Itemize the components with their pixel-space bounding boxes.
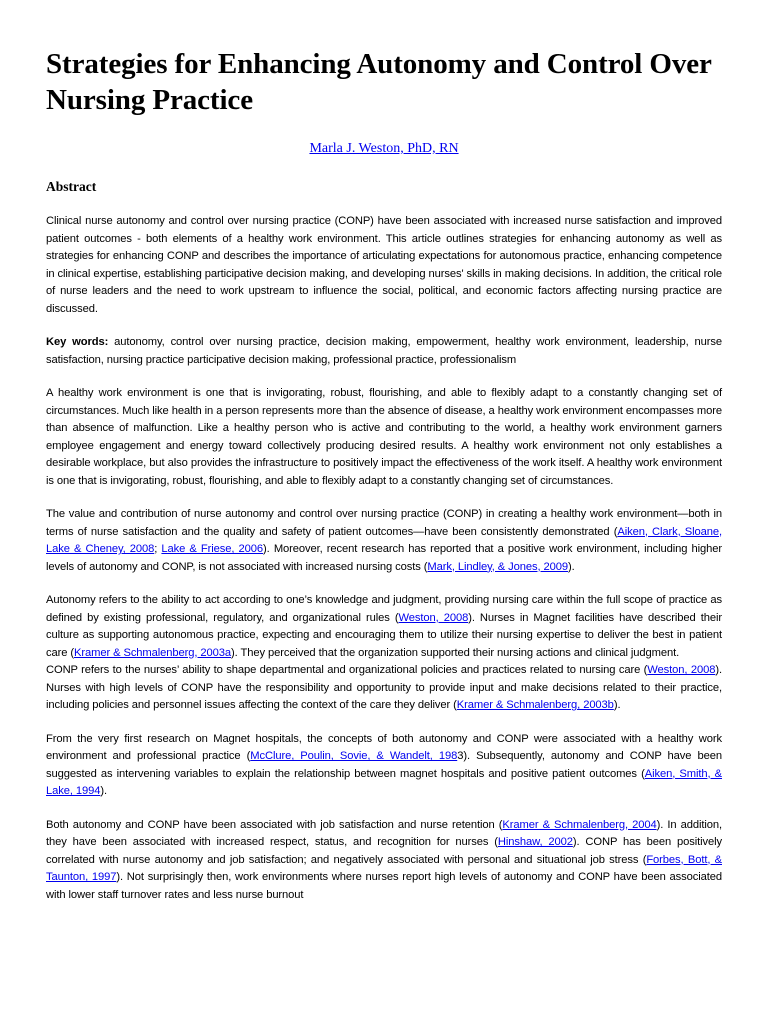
body-paragraph-1: A healthy work environment is one that is invigorating, robust, flourishing, and able to flexibly adapt to a constantly changing set of circumstances. Much like health in a person represents more than the absence of disease, a healthy work environment encompasses more than absence of malfunction. Like a healthy person who is active and contributing to the world, a healthy work environment garners employee engagement and energy toward collectively producing desired results. A healthy work environment not only establishes a desirable workplace, but also provides the infrastructure to positively impact the effectiveness of the work itself. A healthy work environment is one that is invigorating, robust, flourishing, and able to flexibly adapt to a constantly changing set of circumstances. bbox=[46, 387, 722, 487]
keywords-paragraph bbox=[46, 334, 722, 369]
citation-link[interactable]: Lake & Friese, 2006 bbox=[161, 543, 264, 555]
citation-link[interactable]: Aiken, Clark, Sloane, Lake & Cheney, 2008 bbox=[46, 525, 722, 555]
body-paragraph-5 bbox=[46, 731, 722, 801]
paragraph-text: Both autonomy and CONP have been associated with job satisfaction and nurse retention ( bbox=[46, 818, 503, 831]
citation-link[interactable]: McClure, Poulin, Sovie, & Wandelt, 198 bbox=[250, 750, 458, 762]
citation-link[interactable]: Forbes, Bott, & Taunton, 1997 bbox=[46, 853, 722, 883]
paragraph-text: ; bbox=[154, 543, 162, 555]
paragraph-text: ). Nurses in Magnet facilities have described their culture as supporting autonomous practice, expecting and encouraging them to utilize their nursing expertise to deliver the best in patient care ( bbox=[46, 611, 722, 659]
paragraph-text: ). They perceived that the organization supported their nursing actions and clinical judgment. bbox=[231, 646, 680, 659]
body-paragraph-2 bbox=[46, 506, 722, 576]
author-line bbox=[46, 140, 722, 158]
abstract-heading: Abstract bbox=[46, 179, 97, 194]
body-paragraph-4 bbox=[46, 662, 722, 715]
author-link[interactable]: Marla J. Weston, PhD, RN bbox=[309, 141, 459, 156]
citation-link[interactable]: Kramer & Schmalenberg, 2003b bbox=[456, 699, 614, 711]
paragraph-text: ). In addition, they have been associated with increased respect, status, and recognition for nurses ( bbox=[46, 818, 723, 848]
citation-link[interactable]: Mark, Lindley, & Jones, 2009 bbox=[427, 560, 569, 573]
citation-link[interactable]: Aiken, Smith, & Lake, 1994 bbox=[46, 767, 723, 797]
citation-link[interactable]: Weston, 2008 bbox=[398, 611, 469, 624]
keywords-text: autonomy, control over nursing practice, decision making, empowerment, healthy work environment, leadership, nurse satisfaction, nursing practice participative decision making, professional practice, professionalism bbox=[46, 336, 722, 366]
paragraph-text: The value and contribution of nurse autonomy and control over nursing practice (CONP) in creating a healthy work environment—both in terms of nurse satisfaction and the quality and safety of patient outcomes—have been consistently demonstrated ( bbox=[46, 508, 722, 538]
body-paragraph-3 bbox=[46, 592, 722, 662]
paragraph-text: ). bbox=[568, 560, 575, 573]
citation-link[interactable]: Kramer & Schmalenberg, 2003a bbox=[74, 646, 232, 659]
paragraph-text: Autonomy refers to the ability to act according to one’s knowledge and judgment, providing nursing care within the full scope of practice as defined by existing professional, regulatory, and organizational rules ( bbox=[46, 594, 722, 624]
paragraph-text: ). Moreover, recent research has reported that a positive work environment, including higher levels of autonomy and CONP, is not associated with increased nursing costs ( bbox=[46, 543, 722, 573]
paragraph-text: ). bbox=[100, 785, 108, 797]
paragraph-text: ). Nurses with high levels of CONP have the responsibility and opportunity to provide input and make decisions related to their practice, including policies and personnel issues affecting the context of the care they deliver ( bbox=[46, 664, 722, 711]
paragraph-text: CONP refers to the nurses’ ability to shape departmental and organizational policies and practices related to nursing care ( bbox=[46, 664, 648, 676]
paragraph-text: ). bbox=[613, 699, 621, 711]
body-paragraph-6 bbox=[46, 817, 722, 905]
paragraph-text: ). Not surprisingly then, work environments where nurses report high levels of autonomy and CONP have been associated with lower staff turnover rates and less nurse burnout bbox=[46, 871, 722, 901]
paragraph-text: ). CONP has been positively correlated with nurse autonomy and job satisfaction; and negatively associated with personal and situational job stress ( bbox=[46, 836, 723, 866]
document-page bbox=[46, 46, 722, 904]
citation-link[interactable]: Kramer & Schmalenberg, 2004 bbox=[502, 818, 657, 831]
citation-link[interactable]: Weston, 2008 bbox=[647, 664, 716, 676]
page-title: Strategies for Enhancing Autonomy and Control Over Nursing Practice bbox=[46, 48, 712, 116]
paragraph-text: From the very first research on Magnet hospitals, the concepts of both autonomy and CONP were associated with a healthy work environment and professional practice ( bbox=[46, 732, 722, 762]
citation-link[interactable]: Hinshaw, 2002 bbox=[497, 836, 573, 848]
abstract-paragraph: Clinical nurse autonomy and control over nursing practice (CONP) have been associated with increased nurse satisfaction and improved patient outcomes - both elements of a healthy work environment. This article outlines strategies for enhancing autonomy as well as strategies for enhancing CONP and describes the importance of articulating expectations for autonomous practice, enhancing competence in clinical expertise, establishing participative decision making, and developing nurses' skills in making decisions. In addition, the critical role of nurse leaders and the need to work upstream to influence the social, political, and economic factors affecting nursing practice are discussed. bbox=[46, 215, 722, 315]
keywords-label: Key words: bbox=[46, 336, 109, 348]
paragraph-text: 3). Subsequently, autonomy and CONP have been suggested as intervening variables to explain the relationship between magnet hospitals and positive patient outcomes ( bbox=[46, 750, 722, 780]
